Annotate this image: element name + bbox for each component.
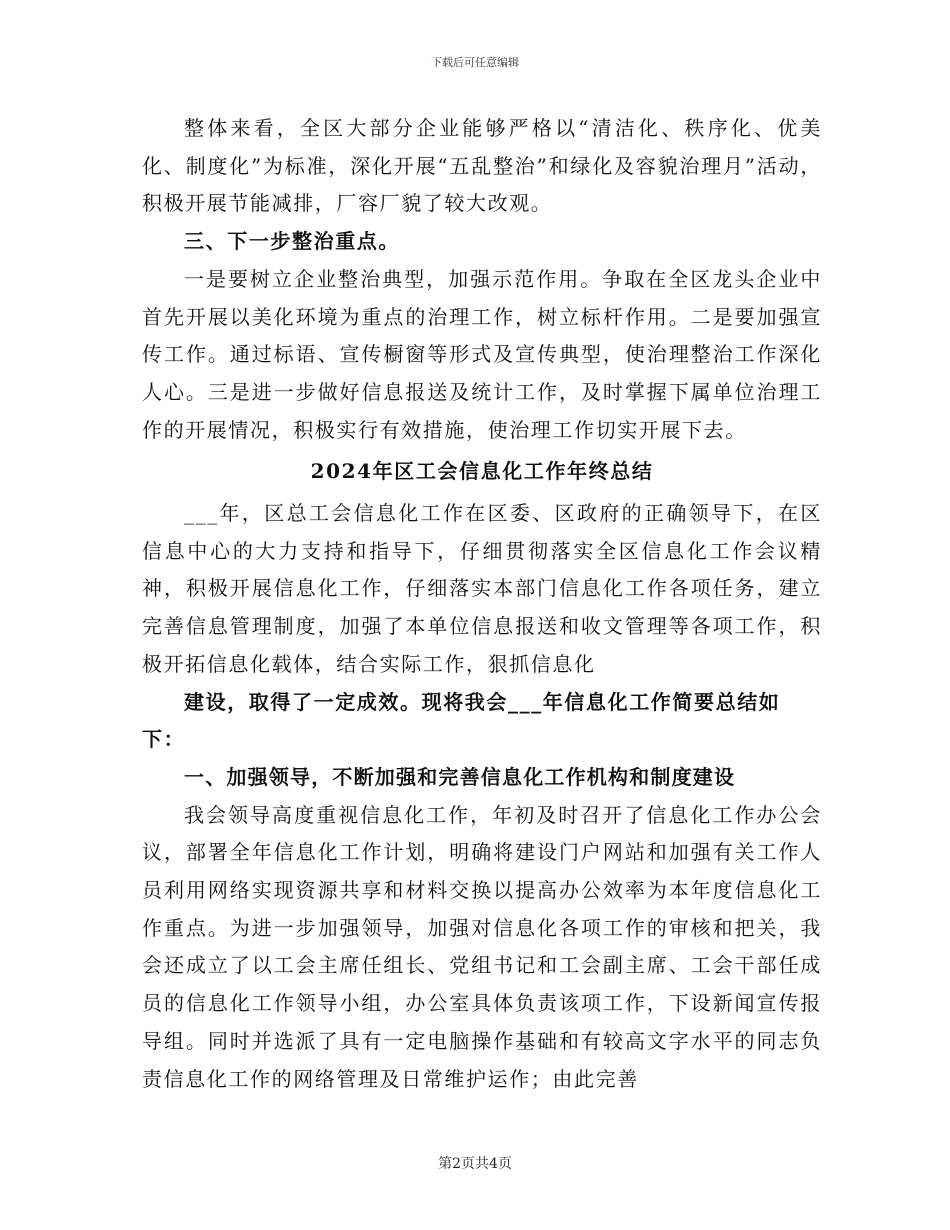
- paragraph-intro: ___年，区总工会信息化工作在区委、区政府的正确领导下，在区信息中心的大力支持和指导下，仔细贯彻落实全区信息化工作会议精神，积极开展信息化工作，仔细落实本部门信息化工作各项任务，建立完善信息管理制度，加强了本单位信息报送和收文管理等各项工作，积极开拓信息化载体，结合实际工作，狠抓信息化: [142, 501, 822, 676]
- paragraph-overall: 整体来看，全区大部分企业能够严格以“清洁化、秩序化、优美化、制度化”为标准，深化开展“五乱整治”和绿化及容貌治理月”活动，积极开展节能减排，厂容厂貌了较大改观。: [142, 116, 822, 216]
- section-heading-next-steps: 三、下一步整治重点。: [184, 229, 400, 254]
- header-note: 下载后可任意编辑: [431, 56, 519, 69]
- document-title: 2024年区工会信息化工作年终总结: [310, 459, 654, 484]
- paragraph-leadership: 我会领导高度重视信息化工作，年初及时召开了信息化工作办公会议，部署全年信息化工作计划，明确将建设门户网站和加强有关工作人员利用网络实现资源共享和材料交换以提高办公效率为本年度信息化工作重点。为进一步加强领导，加强对信息化各项工作的审核和把关，我会还成立了以工会主席任组长、党组书记和工会副主席、工会干部任成员的信息化工作领导小组，办公室具体负责该项工作，下设新闻宣传报导组。同时并选派了具有一定电脑操作基础和有较高文字水平的同志负责信息化工作的网络管理及日常维护运作；由此完善: [142, 802, 822, 1091]
- paragraph-summary-lead: 建设，取得了一定成效。现将我会___年信息化工作简要总结如下：: [142, 689, 781, 752]
- section-heading-leadership: 一、加强领导，不断加强和完善信息化工作机构和制度建设: [184, 764, 736, 789]
- paragraph-next-steps: 一是要树立企业整治典型，加强示范作用。争取在全区龙头企业中首先开展以美化环境为重点的治理工作，树立标杆作用。二是要加强宣传工作。通过标语、宣传橱窗等形式及宣传典型，使治理整治工作深化人心。三是进一步做好信息报送及统计工作，及时掌握下属单位治理工作的开展情况，积极实行有效措施，使治理工作切实开展下去。: [142, 266, 822, 442]
- document-body: [142, 110, 822, 1098]
- page-number: 第2页共4页: [438, 1156, 512, 1172]
